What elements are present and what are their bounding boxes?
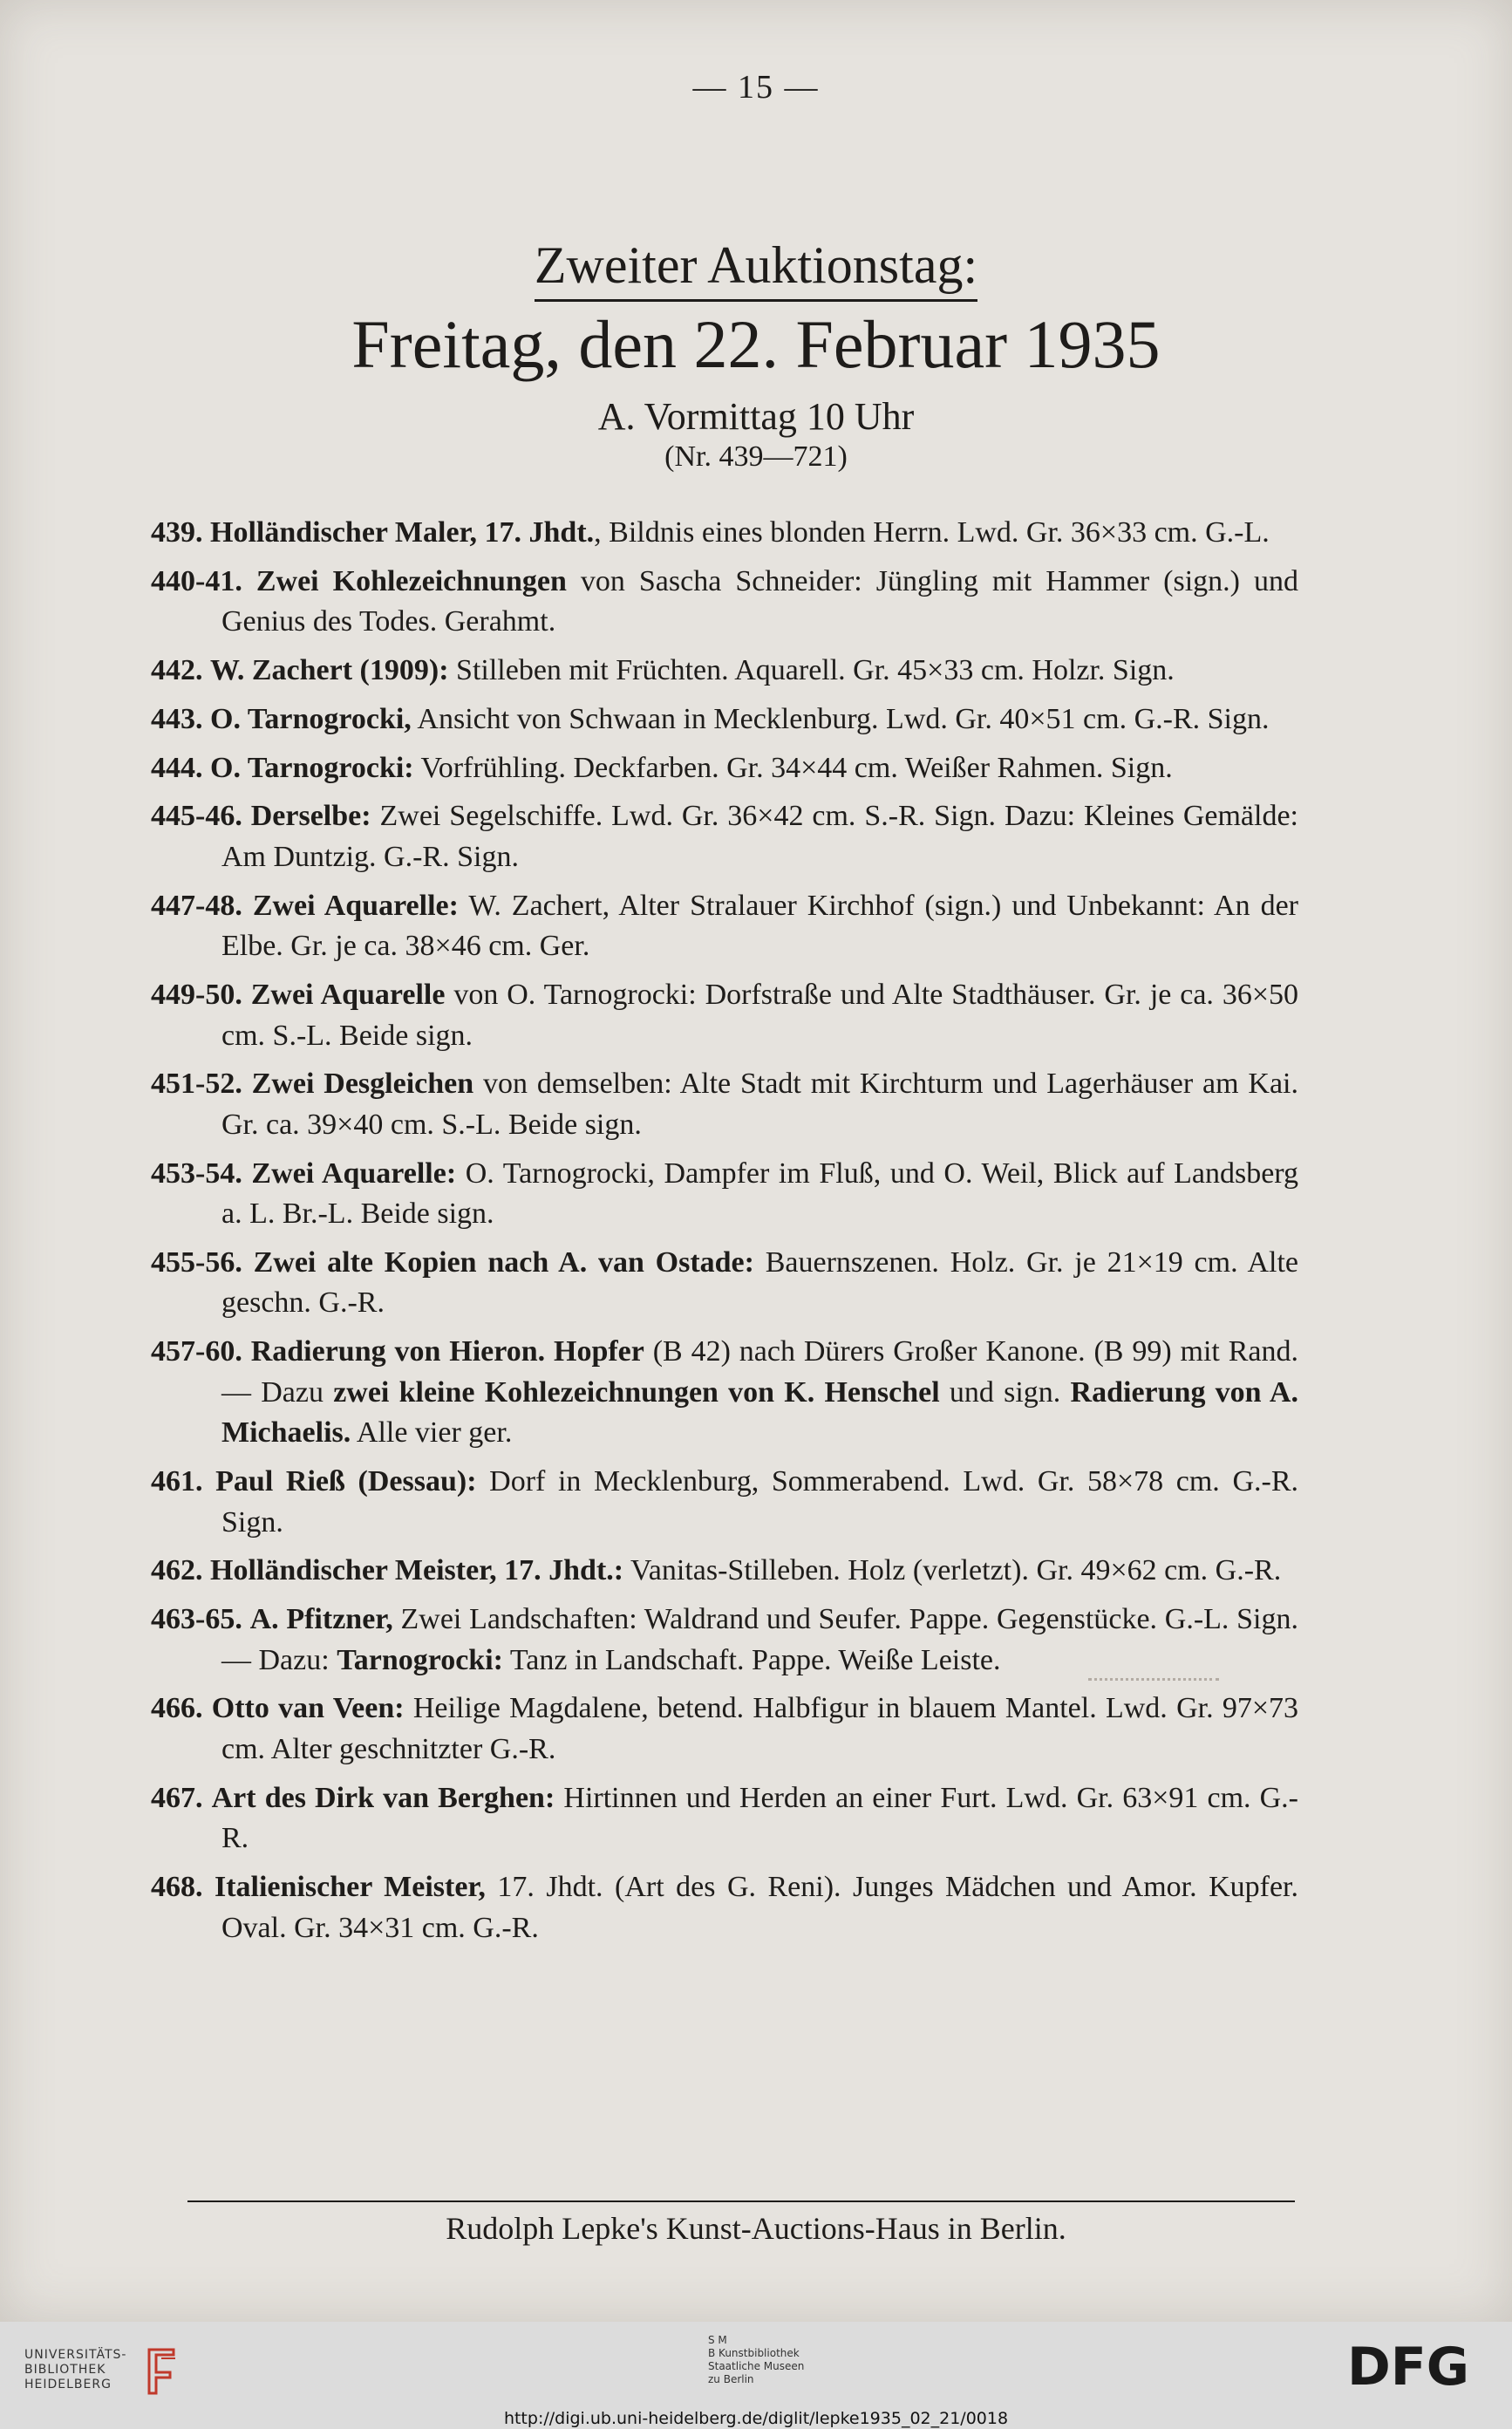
lot-number: 443. bbox=[151, 702, 203, 735]
lot-title: Radierung von Hieron. Hopfer bbox=[250, 1335, 644, 1368]
lot-description: Zwei Segelschiffe. Lwd. Gr. 36×42 cm. S.-R. Sign. Dazu: Kleines Gemälde: Am Duntzig. G.-R. Sign. bbox=[221, 800, 1298, 873]
lot-description: Vorfrühling. Deckfarben. Gr. 34×44 cm. Weißer Rahmen. Sign. bbox=[413, 751, 1173, 784]
smb-line: S M bbox=[708, 2334, 727, 2346]
lot-title: O. Tarnogrocki, bbox=[210, 702, 412, 735]
lot-range: (Nr. 439—721) bbox=[664, 440, 848, 473]
lot-description-secondary: Tanz in Landschaft. Pappe. Weiße Leiste. bbox=[503, 1643, 1001, 1676]
lot-description: Dorf in Mecklenburg, Sommerabend. Lwd. Gr. 58×78 cm. G.-R. Sign. bbox=[221, 1465, 1298, 1539]
lot-item bbox=[151, 1867, 1298, 1948]
lot-title: Paul Rieß (Dessau): bbox=[215, 1465, 477, 1498]
lot-item bbox=[151, 1064, 1298, 1145]
uni-logo-line: BIBLIOTHEK bbox=[24, 2363, 106, 2377]
lot-item bbox=[151, 1600, 1298, 1681]
lot-description: Vanitas-Stilleben. Holz (verletzt). Gr. 49×62 cm. G.-R. bbox=[623, 1554, 1282, 1587]
lot-item bbox=[151, 651, 1298, 692]
lot-number: 449-50. bbox=[151, 979, 242, 1012]
university-seal-icon bbox=[144, 2346, 179, 2397]
page-number: — 15 — bbox=[692, 69, 820, 106]
lot-number: 440-41. bbox=[151, 564, 242, 597]
lot-title: W. Zachert (1909): bbox=[210, 654, 449, 687]
lot-description: W. Zachert, Alter Stralauer Kirchhof (sign.) und Unbekannt: An der Elbe. Gr. je ca. 38×46 cm. Ger. bbox=[221, 889, 1299, 963]
lot-item bbox=[151, 699, 1298, 740]
dfg-logo[interactable] bbox=[1347, 2339, 1491, 2391]
lot-title: Holländischer Maler, 17. Jhdt. bbox=[210, 516, 595, 549]
lot-title-tertiary: Radierung von A. Michaelis. bbox=[221, 1375, 1298, 1450]
uni-logo-line: UNIVERSITÄTS- bbox=[24, 2348, 127, 2362]
lot-description-tertiary: Alle vier ger. bbox=[351, 1416, 513, 1450]
uni-logo-line: HEIDELBERG bbox=[24, 2378, 112, 2391]
university-library-logo[interactable] bbox=[24, 2348, 126, 2392]
lot-number: 457-60. bbox=[151, 1335, 242, 1368]
lot-title: Zwei Desgleichen bbox=[251, 1068, 474, 1101]
lot-number: 453-54. bbox=[151, 1157, 242, 1190]
lot-number: 445-46. bbox=[151, 800, 242, 833]
lot-number: 444. bbox=[151, 751, 203, 784]
lot-item bbox=[151, 796, 1298, 877]
dfg-logo-text: DFG bbox=[1347, 2339, 1470, 2391]
publisher-line: Rudolph Lepke's Kunst-Auctions-Haus in Berlin. bbox=[446, 2211, 1066, 2246]
lot-description: Bauernszenen. Holz. Gr. je 21×19 cm. Alte geschn. G.-R. bbox=[221, 1245, 1299, 1320]
lot-number: 442. bbox=[151, 654, 203, 687]
lot-item bbox=[151, 975, 1298, 1056]
lot-description: von demselben: Alte Stadt mit Kirchturm und Lagerhäuser am Kai. Gr. ca. 39×40 cm. S.-L. Beide sign. bbox=[221, 1068, 1298, 1141]
lot-item bbox=[151, 1778, 1298, 1859]
lot-number: 451-52. bbox=[151, 1068, 242, 1101]
lot-number: 468. bbox=[151, 1871, 203, 1904]
lot-number: 439. bbox=[151, 516, 203, 549]
lot-description: Zwei Landschaften: Waldrand und Seufer. Pappe. Gegenstücke. G.-L. Sign. — Dazu: bbox=[221, 1603, 1298, 1676]
permalink-url[interactable]: http://digi.ub.uni-heidelberg.de/diglit/lepke1935_02_21/0018 bbox=[503, 2409, 1009, 2428]
lot-description: Hirtinnen und Herden an einer Furt. Lwd. Gr. 63×91 cm. G.-R. bbox=[221, 1781, 1299, 1855]
lot-title: Zwei Aquarelle: bbox=[252, 889, 459, 922]
session-title: A. Vormittag 10 Uhr bbox=[597, 395, 915, 438]
lot-title: Zwei Aquarelle: bbox=[251, 1157, 457, 1190]
faint-stamp-mark bbox=[1088, 1673, 1219, 1681]
lot-item bbox=[151, 1332, 1298, 1454]
lot-number: 467. bbox=[151, 1781, 203, 1814]
lot-description: Stilleben mit Früchten. Aquarell. Gr. 45×33 cm. Holzr. Sign. bbox=[448, 654, 1175, 687]
lot-number: 447-48. bbox=[151, 889, 242, 922]
lot-description: von Sascha Schneider: Jüngling mit Hammer (sign.) und Genius des Todes. Gerahmt. bbox=[221, 564, 1298, 638]
lot-number: 461. bbox=[151, 1465, 203, 1498]
lot-list bbox=[151, 513, 1298, 1956]
lot-title: Zwei Kohlezeichnungen bbox=[255, 564, 567, 597]
smb-line: zu Berlin bbox=[708, 2373, 754, 2385]
lot-item bbox=[151, 513, 1298, 554]
lot-item bbox=[151, 1243, 1298, 1324]
smb-line: Staatliche Museen bbox=[708, 2360, 805, 2372]
lot-title: A. Pfitzner, bbox=[249, 1603, 393, 1636]
lot-description: , Bildnis eines blonden Herrn. Lwd. Gr. 36×33 cm. G.-L. bbox=[594, 516, 1270, 549]
lot-title-secondary: Tarnogrocki: bbox=[337, 1643, 503, 1676]
lot-title: Otto van Veen: bbox=[211, 1692, 405, 1725]
lot-description: von O. Tarnogrocki: Dorfstraße und Alte Stadthäuser. Gr. je ca. 36×50 cm. S.-L. Beide sign. bbox=[221, 979, 1299, 1052]
lot-item bbox=[151, 1551, 1298, 1592]
lot-title: Zwei Aquarelle bbox=[250, 979, 446, 1012]
lot-title: O. Tarnogrocki: bbox=[210, 751, 414, 784]
lot-number: 462. bbox=[151, 1554, 203, 1587]
date-title: Freitag, den 22. Februar 1935 bbox=[351, 306, 1161, 382]
lot-title: Holländischer Meister, 17. Jhdt.: bbox=[210, 1554, 624, 1587]
lot-title: Art des Dirk van Berghen: bbox=[211, 1781, 555, 1814]
day-title-text: Zweiter Auktionstag: bbox=[535, 236, 977, 302]
smb-line: B Kunstbibliothek bbox=[708, 2347, 800, 2359]
lot-item bbox=[151, 886, 1298, 967]
lot-item bbox=[151, 562, 1298, 643]
lot-number: 455-56. bbox=[151, 1245, 242, 1279]
lot-item bbox=[151, 1462, 1298, 1543]
smb-kunstbibliothek-logo[interactable] bbox=[708, 2334, 804, 2386]
lot-description: Heilige Magdalene, betend. Halbfigur in blauem Mantel. Lwd. Gr. 97×73 cm. Alter geschnitzter G.-R. bbox=[221, 1692, 1299, 1765]
lot-description: 17. Jhdt. (Art des G. Reni). Junges Mädchen und Amor. Kupfer. Oval. Gr. 34×31 cm. G.-R. bbox=[221, 1871, 1298, 1944]
lot-number: 466. bbox=[151, 1692, 203, 1725]
lot-description: (B 42) nach Dürers Großer Kanone. (B 99) mit Rand. — Dazu bbox=[221, 1335, 1299, 1409]
lot-description: O. Tarnogrocki, Dampfer im Fluß, und O. Weil, Blick auf Landsberg a. L. Br.-L. Beide sign. bbox=[221, 1157, 1299, 1231]
lot-item bbox=[151, 748, 1298, 789]
lot-description: Ansicht von Schwaan in Mecklenburg. Lwd. Gr. 40×51 cm. G.-R. Sign. bbox=[411, 702, 1270, 735]
lot-title: Derselbe: bbox=[250, 800, 371, 833]
lot-title-secondary: zwei kleine Kohlezeichnungen von K. Henschel bbox=[333, 1375, 940, 1409]
day-title bbox=[0, 235, 1512, 296]
lot-number: 463-65. bbox=[151, 1603, 242, 1636]
lot-description-secondary: und sign. bbox=[939, 1375, 1071, 1409]
lot-title: Zwei alte Kopien nach A. van Ostade: bbox=[253, 1245, 754, 1279]
lot-item bbox=[151, 1154, 1298, 1235]
lot-title: Italienischer Meister, bbox=[214, 1871, 486, 1904]
footer-rule bbox=[187, 2200, 1295, 2202]
lot-item bbox=[151, 1689, 1298, 1770]
